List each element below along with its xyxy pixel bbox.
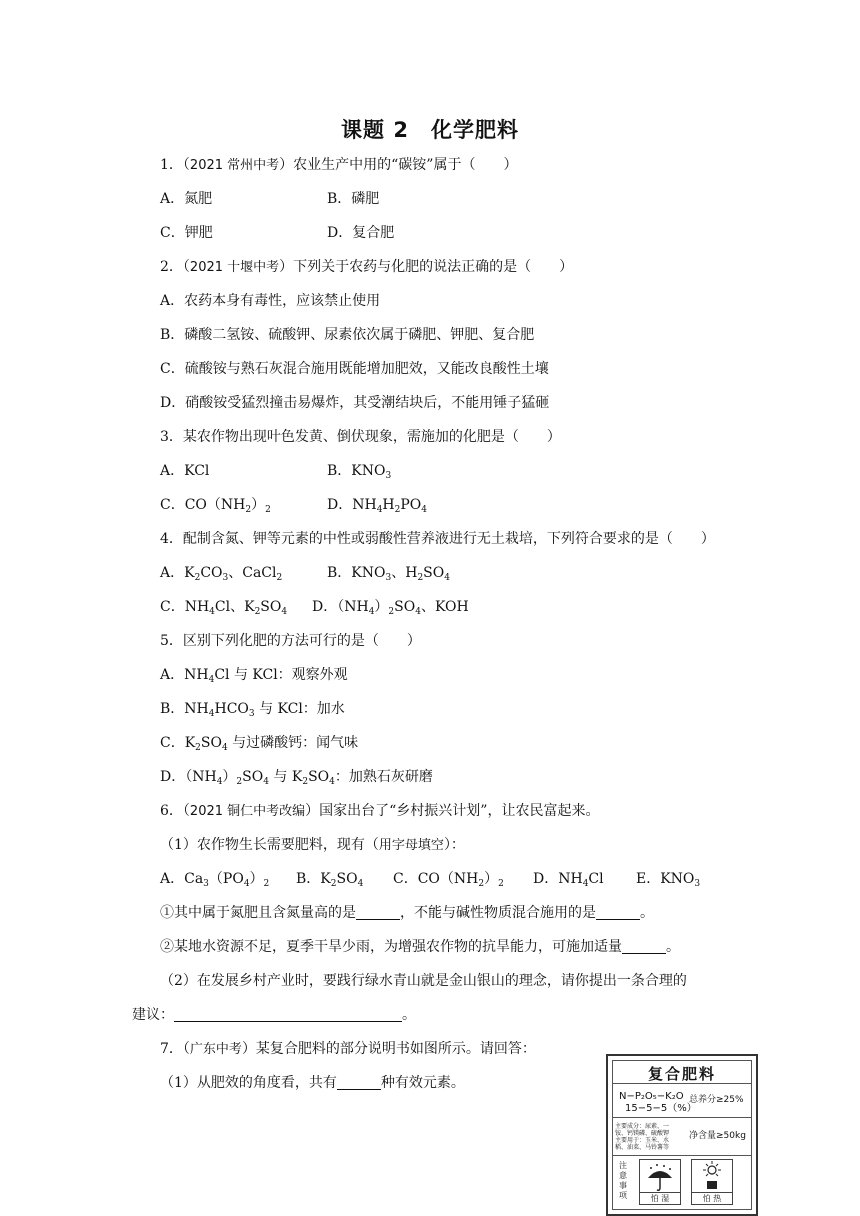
q3-option-c: C．$CO(NH_2)_2$ [160, 497, 271, 515]
question-source: 2021 十堰中考 [189, 260, 280, 275]
q1-option-a: A．氮肥 [160, 191, 213, 207]
label-formula: N−P₂O₅−K₂O [619, 1091, 684, 1102]
q4-option-a: A．$K_2CO_3$、CaCl$_2$ [160, 565, 283, 583]
answer-blank[interactable] [337, 1075, 381, 1090]
q6-option-e: E．$KNO_3$ [636, 871, 701, 889]
question-5-stem: 5．区别下列化肥的方法可行的是（ ） [160, 633, 421, 649]
q6-part-2: （2）在发展乡村产业时，要践行绿水青山就是金山银山的理念，请你提出一条合理的 [160, 973, 687, 989]
q4-option-c: C．$NH_4Cl$、$K_2SO_4$ [160, 599, 288, 617]
keep-cool-caption: 怕 热 [692, 1192, 732, 1204]
q6-option-b: B．$K_2SO_4$ [296, 871, 364, 889]
q4-option-d: D．$(NH_4)_2SO_4$、KOH [312, 599, 469, 617]
q2-option-d: D．硝酸铵受猛烈撞击易爆炸，其受潮结块后，不能用锤子猛砸 [160, 395, 550, 411]
question-2-stem: 2．（2021 十堰中考）下列关于农药与化肥的说法正确的是（ ） [160, 259, 574, 275]
question-source: 2021 常州中考 [189, 158, 280, 173]
q2-option-c: C．硫酸铵与熟石灰混合施用既能增加肥效，又能改良酸性土壤 [160, 361, 549, 377]
label-total-nutrient: 总养分≥25% [689, 1095, 744, 1105]
q5-option-a: A．$NH_4Cl$ 与 KCl：观察外观 [160, 667, 348, 685]
sun-icon [692, 1160, 732, 1192]
q6-option-d: D．$NH_4Cl$ [533, 871, 604, 889]
answer-blank[interactable] [596, 905, 640, 920]
question-4-stem: 4．配制含氮、钾等元素的中性或弱酸性营养液进行无土栽培，下列符合要求的是（ ） [160, 531, 715, 547]
question-1-stem: 1．（2021 常州中考）农业生产中用的“碳铵”属于（ ） [160, 157, 518, 173]
umbrella-icon [640, 1160, 680, 1192]
q3-option-d: D．$NH_4H_2PO_4$ [327, 497, 428, 515]
q5-option-b: B．$NH_4HCO_3$ 与 KCl：加水 [160, 701, 345, 719]
label-ratio: 15−5−5（%） [625, 1103, 697, 1114]
answer-blank[interactable] [174, 1007, 402, 1022]
label-title: 复合肥料 [647, 1065, 716, 1083]
answer-blank[interactable] [622, 939, 666, 954]
fertilizer-label-figure [606, 1054, 758, 1216]
q2-option-a: A．农药本身有毒性，应该禁止使用 [160, 293, 381, 309]
label-ingredients: 主要成分：尿素、一 铵、钙镁磷、硫酸钾 主要用于：玉米、水 稻、油菜、马铃薯等 [615, 1123, 670, 1151]
label-net-weight: 净含量≥50kg [689, 1131, 746, 1141]
q1-option-b: B．磷肥 [327, 191, 380, 207]
question-source: 2021 铜仁中考改编 [189, 804, 306, 819]
q6-option-c: C．$CO(NH_2)_2$ [393, 871, 504, 889]
question-7-stem: 7．（广东中考）某复合肥料的部分说明书如图所示。请回答： [160, 1041, 536, 1057]
q1-option-d: D．复合肥 [327, 225, 395, 241]
page-title: 课题 2 化学肥料 [341, 118, 519, 142]
keep-dry-caption: 怕 湿 [640, 1192, 680, 1204]
q6-part-1: （1）农作物生长需要肥料，现有（用字母填空）： [160, 837, 465, 853]
question-3-stem: 3．某农作物出现叶色发黄、倒伏现象，需施加的化肥是（ ） [160, 429, 561, 445]
q6-line-2: ②某地水资源不足，夏季干旱少雨，为增强农作物的抗旱能力，可施加适量 。 [160, 939, 680, 955]
q5-option-d: D．$(NH_4)_2SO_4$ 与 $K_2SO_4$：加熟石灰研磨 [160, 769, 433, 787]
question-source: 广东中考 [189, 1042, 242, 1057]
q5-option-c: C．$K_2SO_4$ 与过磷酸钙：闻气味 [160, 735, 359, 753]
q6-line-1: ①其中属于氮肥且含氮量高的是 ，不能与碱性物质混合施用的是 。 [160, 905, 654, 921]
q6-option-a: A．$Ca_3(PO_4)_2$ [160, 871, 270, 889]
q3-option-a: A．KCl [160, 463, 210, 479]
q4-option-b: B．$KNO_3$、$H_2SO_4$ [327, 565, 450, 583]
answer-blank[interactable] [356, 905, 400, 920]
q3-option-b: B．$KNO_3$ [327, 463, 392, 481]
keep-cool-icon-box [691, 1159, 733, 1205]
q1-option-c: C．钾肥 [160, 225, 213, 241]
question-6-stem: 6．（2021 铜仁中考改编）国家出台了“乡村振兴计划”，让农民富起来。 [160, 803, 600, 819]
label-notice: 注意事项 [619, 1161, 627, 1200]
q2-option-b: B．磷酸二氢铵、硫酸钾、尿素依次属于磷肥、钾肥、复合肥 [160, 327, 535, 343]
keep-dry-icon-box [639, 1159, 681, 1205]
q7-part-1: （1）从肥效的角度看，共有 种有效元素。 [160, 1075, 465, 1091]
q6-part-2-answer: 建议： 。 [132, 1007, 416, 1023]
